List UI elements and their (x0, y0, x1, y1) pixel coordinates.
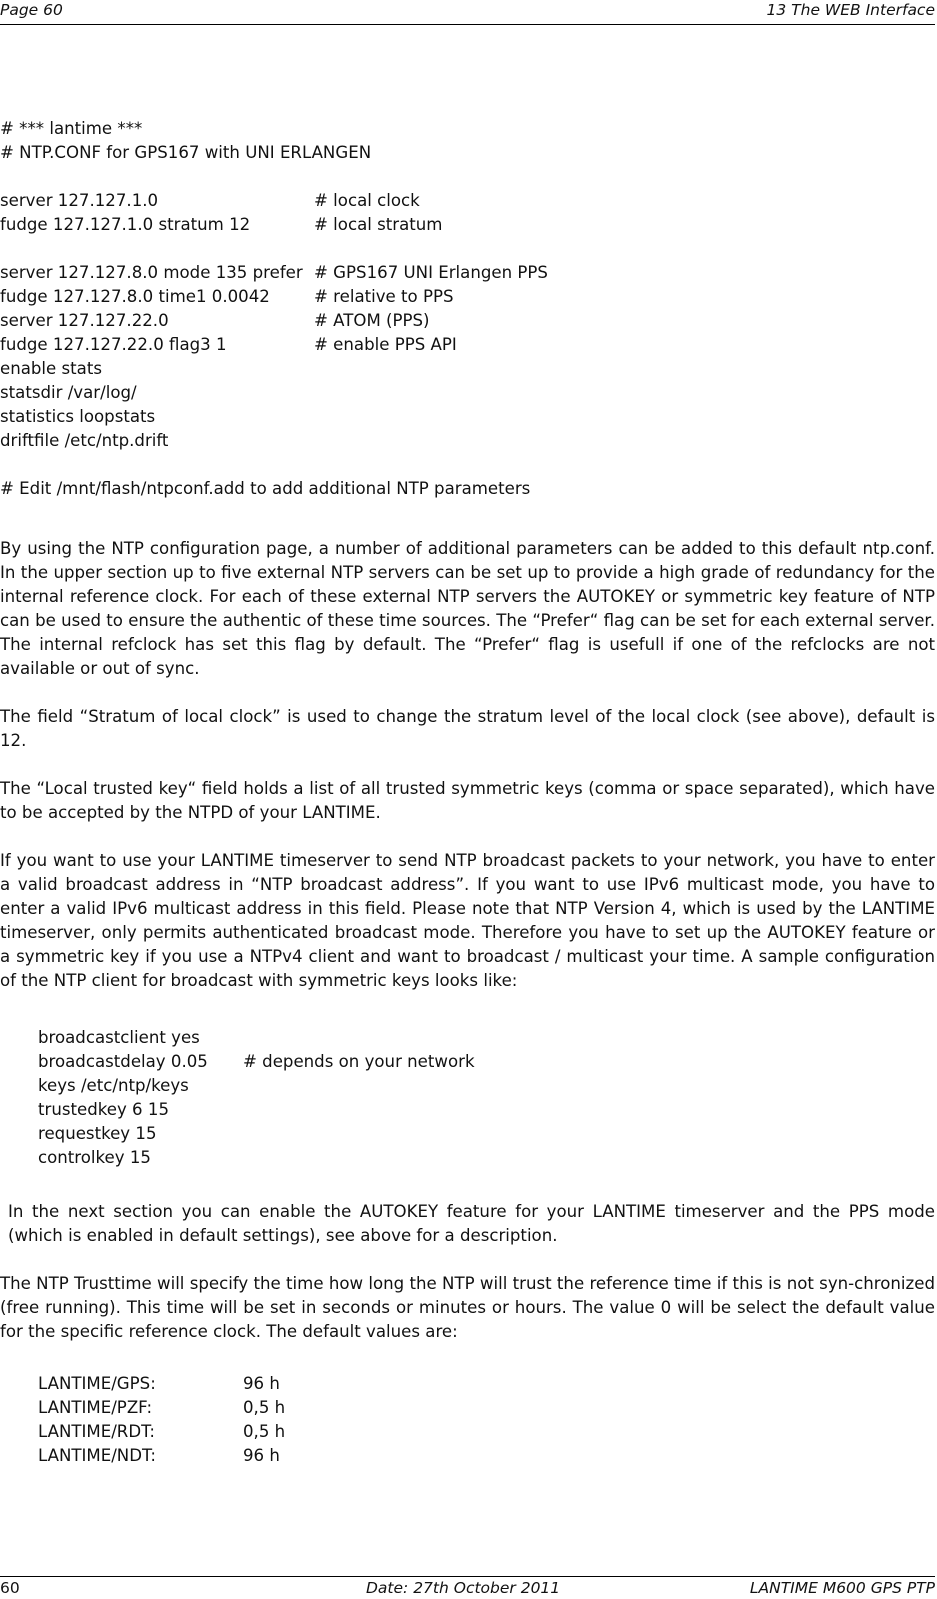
client-config-line-text: broadcastclient yes (38, 1028, 200, 1047)
config-line-comment: # relative to PPS (314, 287, 454, 306)
footer-product-name: LANTIME M600 GPS PTP (749, 1579, 935, 1597)
header-page-number: Page 60 (0, 1, 63, 19)
trusttime-row-comment: 0,5 h (243, 1398, 286, 1417)
config-line-text: fudge 127.127.1.0 stratum 12 (0, 215, 251, 234)
page-header (0, 0, 935, 25)
config-line-text: # NTP.CONF for GPS167 with UNI ERLANGEN (0, 143, 372, 162)
trusttime-row-text: LANTIME/PZF: (38, 1398, 153, 1417)
paragraph-broadcast: If you want to use your LANTIME timeserver to send NTP broadcast packets to your network, you have to enter a valid broadcast address in “NTP broadcast address”. If you want to use IPv6 multicast mode, you have to enter a valid IPv6 multicast address in this field. Please note that NTP Version 4, which is used by the LANTIME timeserver, only permits authenticated broadcast mode. Therefore you have to set up the AUTOKEY feature or a symmetric key if you use a NTPv4 client and want to broadcast / multicast your time. A sample configuration of the NTP client for broadcast with symmetric keys looks like: (0, 851, 935, 990)
trusttime-row-text: LANTIME/GPS: (38, 1374, 156, 1393)
trusttime-row-text: LANTIME/RDT: (38, 1422, 156, 1441)
config-line-text: fudge 127.127.22.0 flag3 1 (0, 335, 227, 354)
footer-date: Date: 27th October 2011 (366, 1579, 561, 1597)
config-line-text: fudge 127.127.8.0 time1 0.0042 (0, 287, 270, 306)
config-line-text: server 127.127.8.0 mode 135 prefer (0, 263, 303, 282)
paragraph-ntp-config-page: By using the NTP configuration page, a number of additional parameters can be added to this default ntp.conf. In the upper section up to five external NTP servers can be set up to provide a high grade of redundancy for the internal reference clock. For each of these external NTP servers the AUTOKEY or symmetric key feature of NTP can be used to ensure the authentic of these time sources. The “Prefer“ flag can be set for each external server. The internal refclock has set this flag by default. The “Prefer“ flag is usefull if one of the refclocks are not available or out of sync. (0, 539, 935, 678)
config-line-comment: # local clock (314, 191, 420, 210)
trusttime-row-comment: 0,5 h (243, 1422, 286, 1441)
header-chapter-title: 13 The WEB Interface (766, 1, 935, 19)
client-config-line-text: requestkey 15 (38, 1124, 157, 1143)
config-line-text: # Edit /mnt/flash/ntpconf.add to add additional NTP parameters (0, 479, 531, 498)
trusttime-row-comment: 96 h (243, 1446, 280, 1465)
client-config-line-text: controlkey 15 (38, 1148, 151, 1167)
config-line-text: server 127.127.22.0 (0, 311, 169, 330)
client-config-line-text: keys /etc/ntp/keys (38, 1076, 189, 1095)
trusttime-row-text: LANTIME/NDT: (38, 1446, 156, 1465)
config-line-text: server 127.127.1.0 (0, 191, 159, 210)
config-line-comment: # GPS167 UNI Erlangen PPS (314, 263, 548, 282)
config-line-text: enable stats (0, 359, 102, 378)
config-line-comment: # ATOM (PPS) (314, 311, 430, 330)
config-line-text: statsdir /var/log/ (0, 383, 137, 402)
config-line-comment: # enable PPS API (314, 335, 457, 354)
footer-page-number: 60 (0, 1579, 20, 1597)
config-line-text: # *** lantime *** (0, 119, 143, 138)
config-line-text: driftfile /etc/ntp.drift (0, 431, 169, 450)
page-footer (0, 1576, 935, 1599)
paragraph-trusttime: The NTP Trusttime will specify the time how long the NTP will trust the reference time if this is not syn-chronized (free running). This time will be set in seconds or minutes or hours. The value 0 will be select the default value for the specific reference clock. The default values are: (0, 1274, 935, 1341)
paragraph-trusted-key: The “Local trusted key“ field holds a list of all trusted symmetric keys (comma or space separated), which have to be accepted by the NTPD of your LANTIME. (0, 779, 935, 822)
client-config-line-text: trustedkey 6 15 (38, 1100, 170, 1119)
client-config-line-text: broadcastdelay 0.05 (38, 1052, 208, 1071)
paragraph-stratum-field: The field “Stratum of local clock” is used to change the stratum level of the local clock (see above), default is 12. (0, 707, 935, 750)
config-line-text: statistics loopstats (0, 407, 156, 426)
config-line-comment: # local stratum (314, 215, 443, 234)
trusttime-row-comment: 96 h (243, 1374, 280, 1393)
paragraph-autokey-section: In the next section you can enable the AUTOKEY feature for your LANTIME timeserver and the PPS mode (which is enabled in default settings), see above for a description. (8, 1202, 935, 1245)
client-config-line-comment: # depends on your network (243, 1052, 475, 1071)
